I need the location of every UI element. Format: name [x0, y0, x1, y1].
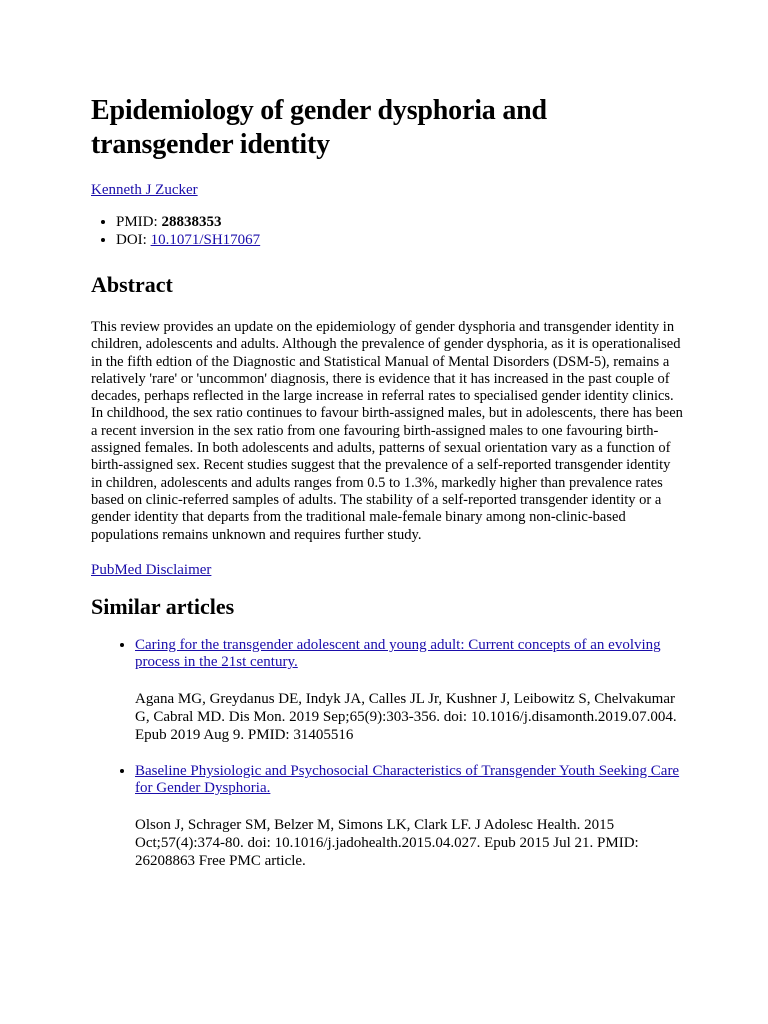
similar-article-citation: Olson J, Schrager SM, Belzer M, Simons LK, Clark LF. J Adolesc Health. 2015 Oct;57(4):374-80. doi: 10.1016/j.jadohealth.2015.04.027. Epub 2015 Jul 21. PMID: 26208863 Free PMC article. [135, 816, 639, 869]
pmid-value: 28838353 [161, 214, 222, 230]
abstract-heading: Abstract [91, 272, 173, 297]
author-link[interactable]: Kenneth J Zucker [91, 182, 198, 198]
similar-article-link[interactable]: Baseline Physiologic and Psychosocial Characteristics of Transgender Youth Seeking Care for Gender Dysphoria. [135, 762, 680, 797]
doi-label: DOI: [116, 232, 151, 248]
doi-link[interactable]: 10.1071/SH17067 [150, 232, 261, 248]
similar-article-item [135, 637, 681, 744]
pmid-item [116, 213, 681, 231]
page-title: Epidemiology of gender dysphoria and transgender identity [91, 95, 547, 160]
similar-article-link[interactable]: Caring for the transgender adolescent and young adult: Current concepts of an evolving process in the 21st century. [135, 636, 661, 671]
abstract-text: This review provides an update on the epidemiology of gender dysphoria and transgender identity in children, adolescents and adults. Although the prevalence of gender dysphoria, as it is operationalised in the fifth edtion of the Diagnostic and Statistical Manual of Mental Disorders (DSM-5), remains a relatively 'rare' or 'uncommon' diagnosis, there is evidence that it has increased in the past couple of decades, perhaps reflected in the large increase in referral rates to specialised gender identity clinics. In childhood, the sex ratio continues to favour birth-assigned males, but in adolescents, there has been a recent inversion in the sex ratio from one favouring birth-assigned males to one favouring birth-assigned females. In both adolescents and adults, patterns of sexual orientation vary as a function of birth-assigned sex. Recent studies suggest that the prevalence of a self-reported transgender identity in children, adolescents and adults ranges from 0.5 to 1.3%, markedly higher than prevalence rates based on clinic-referred samples of adults. The stability of a self-reported transgender identity or a gender identity that departs from the traditional male-female binary among non-clinic-based populations remains unknown and requires further study. [91, 319, 683, 543]
similar-articles-heading: Similar articles [91, 593, 235, 619]
pmid-label: PMID: [116, 214, 162, 230]
doi-item [116, 231, 681, 249]
pubmed-disclaimer-link[interactable]: PubMed Disclaimer [91, 561, 212, 578]
article-identifiers [91, 213, 681, 249]
similar-article-citation: Agana MG, Greydanus DE, Indyk JA, Calles JL Jr, Kushner J, Leibowitz S, Chelvakumar G, Cabral MD. Dis Mon. 2019 Sep;65(9):303-356. doi: 10.1016/j.disamonth.2019.07.004. Epub 2019 Aug 9. PMID: 31405516 [135, 690, 677, 743]
article-page [91, 94, 681, 870]
similar-articles-list [91, 637, 681, 870]
similar-article-item [135, 763, 681, 870]
